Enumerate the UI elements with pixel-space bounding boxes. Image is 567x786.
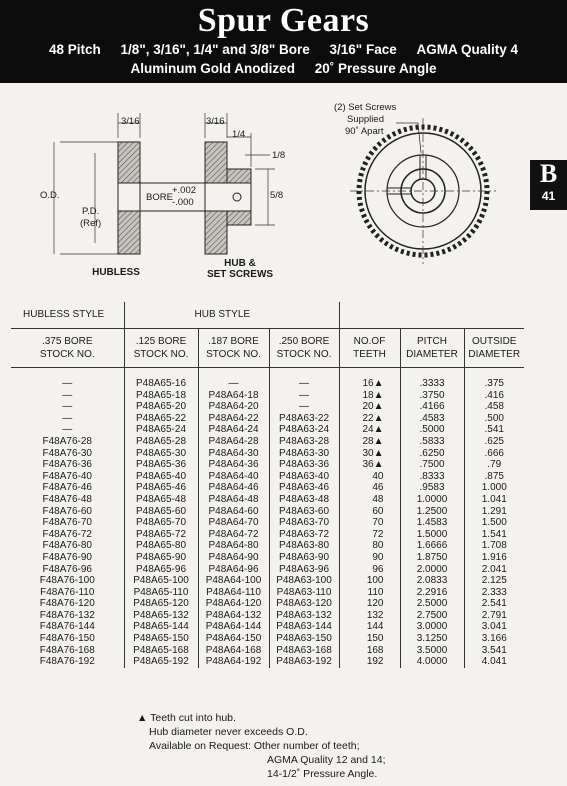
hub-diameter-dim: 5/8 xyxy=(270,190,284,201)
outside-diameter: 2.541 xyxy=(481,598,507,610)
hubless-stock-no: F48A76-96 xyxy=(11,564,124,576)
bore187-stock-no: P48A64-120 xyxy=(198,598,269,610)
bore250-stock-no: — xyxy=(269,390,339,402)
bore125-stock-no: P48A65-100 xyxy=(124,575,198,587)
col-header-teeth: NO.OF TEETH xyxy=(339,329,400,368)
bore125-stock-no: P48A65-70 xyxy=(124,517,198,529)
bore187-stock-no: P48A64-46 xyxy=(198,482,269,494)
pitch-diameter: 3.1250 xyxy=(400,633,464,645)
bore187-stock-no: P48A64-150 xyxy=(198,633,269,645)
pitch-diameter: .5833 xyxy=(400,436,464,448)
bore-label: BORE xyxy=(146,192,173,203)
bore187-stock-no: P48A64-28 xyxy=(198,436,269,448)
table-row xyxy=(11,564,524,576)
pitch-diameter: 1.6666 xyxy=(400,540,464,552)
table-row xyxy=(11,448,524,460)
outside-diameter: 2.125 xyxy=(481,575,507,587)
bore250-stock-no: P48A63-22 xyxy=(269,413,339,425)
bore125-stock-no: P48A65-40 xyxy=(124,471,198,483)
teeth-count: 40 xyxy=(339,471,400,483)
teeth-count: 100 xyxy=(339,575,400,587)
bore250-stock-no: P48A63-36 xyxy=(269,459,339,471)
table-row xyxy=(11,529,524,541)
bore-tolerance-plus: +.002 xyxy=(172,185,197,196)
bore187-stock-no: P48A64-96 xyxy=(198,564,269,576)
bore125-stock-no: P48A65-192 xyxy=(124,656,198,668)
teeth-count: 30▲ xyxy=(339,448,400,460)
pd-label: P.D. xyxy=(82,206,100,217)
table-row xyxy=(11,633,524,645)
hubless-stock-no: F48A76-36 xyxy=(11,459,124,471)
note-agma-quality: AGMA Quality 12 and 14; xyxy=(267,754,386,766)
hubless-stock-no: F48A76-110 xyxy=(11,587,124,599)
hub-length-dim: 1/4 xyxy=(232,129,246,140)
bore187-stock-no: P48A64-110 xyxy=(198,587,269,599)
note-available-on-request: Available on Request: Other number of teeth; xyxy=(149,740,360,752)
pitch-diameter: .3750 xyxy=(400,390,464,402)
teeth-count: 150 xyxy=(339,633,400,645)
teeth-count: 144 xyxy=(339,621,400,633)
hubless-stock-no: F48A76-72 xyxy=(11,529,124,541)
bore250-stock-no: P48A63-48 xyxy=(269,494,339,506)
teeth-count: 36▲ xyxy=(339,459,400,471)
teeth-count: 168 xyxy=(339,645,400,657)
hubless-stock-no: F48A76-80 xyxy=(11,540,124,552)
bore250-stock-no: P48A63-144 xyxy=(269,621,339,633)
hubless-stock-no: F48A76-40 xyxy=(11,471,124,483)
hubless-stock-no: — xyxy=(11,390,124,402)
bore250-stock-no: P48A63-168 xyxy=(269,645,339,657)
outside-diameter: 1.041 xyxy=(481,493,507,505)
bore125-stock-no: P48A65-16 xyxy=(124,378,198,390)
bore250-stock-no: P48A63-60 xyxy=(269,506,339,518)
bore250-stock-no: P48A63-90 xyxy=(269,552,339,564)
outside-diameter: 2.791 xyxy=(481,609,507,621)
pitch-diameter: 1.8750 xyxy=(400,552,464,564)
outside-diameter: .541 xyxy=(484,424,504,436)
teeth-count: 60 xyxy=(339,506,400,518)
bore125-stock-no: P48A65-168 xyxy=(124,645,198,657)
table-row xyxy=(11,413,524,425)
bore250-stock-no: P48A63-70 xyxy=(269,517,339,529)
outside-diameter: 3.041 xyxy=(481,621,507,633)
hubless-stock-no: — xyxy=(11,424,124,436)
teeth-count: 22▲ xyxy=(339,413,400,425)
table-column-header xyxy=(11,329,524,368)
bore187-stock-no: P48A64-100 xyxy=(198,575,269,587)
gear-front-view xyxy=(350,118,496,264)
bore125-stock-no: P48A65-96 xyxy=(124,564,198,576)
outside-diameter: 1.916 xyxy=(481,551,507,563)
hub-label-line2: SET SCREWS xyxy=(206,269,274,280)
bore250-stock-no: P48A63-28 xyxy=(269,436,339,448)
bore125-stock-no: P48A65-60 xyxy=(124,506,198,518)
bore187-stock-no: P48A64-30 xyxy=(198,448,269,460)
note-pressure-angle: 14-1/2˚ Pressure Angle. xyxy=(267,768,378,780)
pitch-diameter: .9583 xyxy=(400,482,464,494)
set-screw-note-3: 90˚ Apart xyxy=(345,126,384,137)
screw-offset-dim: 1/8 xyxy=(272,150,286,161)
hubless-stock-no: F48A76-90 xyxy=(11,552,124,564)
pitch-diameter: .8333 xyxy=(400,471,464,483)
bore187-stock-no: P48A64-80 xyxy=(198,540,269,552)
teeth-count: 70 xyxy=(339,517,400,529)
page-title: Spur Gears xyxy=(197,2,370,39)
bore187-stock-no: P48A64-36 xyxy=(198,459,269,471)
teeth-count: 18▲ xyxy=(339,390,400,402)
table-row xyxy=(11,552,524,564)
pitch-diameter: 4.0000 xyxy=(400,656,464,668)
hubless-stock-no: — xyxy=(11,378,124,390)
od-label: O.D. xyxy=(40,190,60,201)
bore250-stock-no: — xyxy=(269,401,339,413)
table-row xyxy=(11,540,524,552)
hubless-stock-no: — xyxy=(11,401,124,413)
bore125-stock-no: P48A65-24 xyxy=(124,424,198,436)
col-header-125-bore: .125 BORE STOCK NO. xyxy=(124,329,198,368)
bore125-stock-no: P48A65-18 xyxy=(124,390,198,402)
bore125-stock-no: P48A65-22 xyxy=(124,413,198,425)
section-page: 41 xyxy=(541,189,556,203)
bore125-stock-no: P48A65-150 xyxy=(124,633,198,645)
bore125-stock-no: P48A65-28 xyxy=(124,436,198,448)
teeth-count: 120 xyxy=(339,598,400,610)
outside-diameter: .375 xyxy=(484,378,504,389)
pitch-diameter: 2.5000 xyxy=(400,598,464,610)
table-row xyxy=(11,390,524,402)
teeth-count: 48 xyxy=(339,494,400,506)
outside-diameter: 1.541 xyxy=(481,528,507,540)
bore187-stock-no: P48A64-72 xyxy=(198,529,269,541)
outside-diameter: .79 xyxy=(487,459,502,471)
hubless-stock-no: F48A76-168 xyxy=(11,645,124,657)
bore187-stock-no: P48A64-60 xyxy=(198,506,269,518)
spec-bore: 1/8", 3/16", 1/4" and 3/8" Bore xyxy=(120,42,310,57)
hubless-gear-section xyxy=(54,113,140,254)
outside-diameter: .416 xyxy=(484,389,504,401)
pitch-diameter: .3333 xyxy=(400,378,464,390)
hubless-stock-no: F48A76-120 xyxy=(11,598,124,610)
outside-diameter: 1.500 xyxy=(481,517,507,529)
teeth-count: 80 xyxy=(339,540,400,552)
set-screw-note-2: Supplied xyxy=(347,114,384,125)
hubless-stock-no: F48A76-132 xyxy=(11,610,124,622)
hubless-stock-no: F48A76-70 xyxy=(11,517,124,529)
section-letter: B xyxy=(539,159,558,188)
bore125-stock-no: P48A65-90 xyxy=(124,552,198,564)
outside-diameter: 1.708 xyxy=(481,540,507,552)
bore250-stock-no: P48A63-24 xyxy=(269,424,339,436)
table-group-header xyxy=(11,302,524,329)
spec-pitch: 48 Pitch xyxy=(49,42,101,57)
outside-diameter: 2.041 xyxy=(481,563,507,575)
table-row xyxy=(11,517,524,529)
bore187-stock-no: P48A64-48 xyxy=(198,494,269,506)
bore125-stock-no: P48A65-30 xyxy=(124,448,198,460)
hubless-stock-no: F48A76-48 xyxy=(11,494,124,506)
bore125-stock-no: P48A65-144 xyxy=(124,621,198,633)
bore250-stock-no: P48A63-110 xyxy=(269,587,339,599)
table-row xyxy=(11,482,524,494)
hubless-stock-no: F48A76-150 xyxy=(11,633,124,645)
outside-diameter: 4.041 xyxy=(481,656,507,668)
col-header-187-bore: .187 BORE STOCK NO. xyxy=(198,329,269,368)
bore250-stock-no: — xyxy=(269,378,339,390)
pitch-diameter: .5000 xyxy=(400,424,464,436)
table-row xyxy=(11,471,524,483)
teeth-count: 46 xyxy=(339,482,400,494)
col-header-pitch-diameter: PITCH DIAMETER xyxy=(400,329,464,368)
bore250-stock-no: P48A63-40 xyxy=(269,471,339,483)
teeth-count: 72 xyxy=(339,529,400,541)
bore187-stock-no: P48A64-168 xyxy=(198,645,269,657)
bore-tolerance-minus: -.000 xyxy=(172,197,194,208)
pd-ref-label: (Ref) xyxy=(80,218,102,229)
col-header-250-bore: .250 BORE STOCK NO. xyxy=(269,329,339,368)
pitch-diameter: 2.0000 xyxy=(400,564,464,576)
teeth-count: 96 xyxy=(339,564,400,576)
hubless-stock-no: F48A76-28 xyxy=(11,436,124,448)
bore187-stock-no: P48A64-90 xyxy=(198,552,269,564)
footnotes xyxy=(137,711,385,781)
bore125-stock-no: P48A65-80 xyxy=(124,540,198,552)
bore250-stock-no: P48A63-30 xyxy=(269,448,339,460)
table-row xyxy=(11,598,524,610)
hubless-stock-no: F48A76-100 xyxy=(11,575,124,587)
table-row xyxy=(11,494,524,506)
table-row xyxy=(11,401,524,413)
pitch-diameter: 1.2500 xyxy=(400,506,464,518)
bore250-stock-no: P48A63-72 xyxy=(269,529,339,541)
teeth-count: 192 xyxy=(339,656,400,668)
bore125-stock-no: P48A65-20 xyxy=(124,401,198,413)
bore187-stock-no: P48A64-40 xyxy=(198,471,269,483)
bore250-stock-no: P48A63-46 xyxy=(269,482,339,494)
bore250-stock-no: P48A63-120 xyxy=(269,598,339,610)
outside-diameter: 3.166 xyxy=(481,633,507,645)
bore187-stock-no: P48A64-22 xyxy=(198,413,269,425)
bore187-stock-no: P48A64-70 xyxy=(198,517,269,529)
pitch-diameter: .4583 xyxy=(400,413,464,425)
spec-face: 3/16" Face xyxy=(329,42,397,57)
outside-diameter: 1.291 xyxy=(481,505,507,517)
bore187-stock-no: — xyxy=(198,378,269,390)
bore250-stock-no: P48A63-150 xyxy=(269,633,339,645)
bore125-stock-no: P48A65-110 xyxy=(124,587,198,599)
bore125-stock-no: P48A65-48 xyxy=(124,494,198,506)
table-row xyxy=(11,621,524,633)
table-body xyxy=(11,368,524,668)
bore125-stock-no: P48A65-132 xyxy=(124,610,198,622)
teeth-count: 110 xyxy=(339,587,400,599)
outside-diameter: 1.000 xyxy=(481,482,507,494)
bore187-stock-no: P48A64-18 xyxy=(198,390,269,402)
table-row xyxy=(11,587,524,599)
outside-diameter: .666 xyxy=(484,447,504,459)
face-width-hubless: 3/16 xyxy=(121,116,140,127)
teeth-count: 132 xyxy=(339,610,400,622)
bore125-stock-no: P48A65-72 xyxy=(124,529,198,541)
bore187-stock-no: P48A64-192 xyxy=(198,656,269,668)
gear-drawings xyxy=(0,83,567,298)
hubless-stock-no: F48A76-192 xyxy=(11,656,124,668)
group-hub: HUB STYLE xyxy=(124,302,339,329)
pitch-diameter: .7500 xyxy=(400,459,464,471)
bore125-stock-no: P48A65-120 xyxy=(124,598,198,610)
bore250-stock-no: P48A63-192 xyxy=(269,656,339,668)
spec-quality: AGMA Quality 4 xyxy=(416,42,518,57)
spec-line-1 xyxy=(0,40,567,59)
pitch-diameter: 2.2916 xyxy=(400,587,464,599)
outside-diameter: 3.541 xyxy=(481,644,507,656)
table-row xyxy=(11,459,524,471)
pitch-diameter: 3.0000 xyxy=(400,621,464,633)
note-hub-diameter: Hub diameter never exceeds O.D. xyxy=(149,726,308,738)
bore187-stock-no: P48A64-20 xyxy=(198,401,269,413)
table-row xyxy=(11,645,524,657)
table-spacer xyxy=(11,368,524,379)
note-teeth-in-hub: ▲ Teeth cut into hub. xyxy=(137,712,236,724)
pitch-diameter: 2.7500 xyxy=(400,610,464,622)
teeth-count: 24▲ xyxy=(339,424,400,436)
table-row xyxy=(11,424,524,436)
pitch-diameter: 3.5000 xyxy=(400,645,464,657)
outside-diameter: .500 xyxy=(484,412,504,424)
bore250-stock-no: P48A63-96 xyxy=(269,564,339,576)
gear-table xyxy=(11,302,524,668)
teeth-count: 90 xyxy=(339,552,400,564)
outside-diameter: .875 xyxy=(484,470,504,482)
spec-material: Aluminum Gold Anodized xyxy=(130,61,295,76)
pitch-diameter: 1.5000 xyxy=(400,529,464,541)
table-row xyxy=(11,378,524,390)
bore250-stock-no: P48A63-100 xyxy=(269,575,339,587)
face-width-hub: 3/16 xyxy=(206,116,225,127)
set-screw-note-1: (2) Set Screws xyxy=(334,102,397,113)
teeth-count: 28▲ xyxy=(339,436,400,448)
teeth-count: 16▲ xyxy=(339,378,400,390)
group-hubless: HUBLESS STYLE xyxy=(11,302,124,329)
hubless-stock-no: — xyxy=(11,413,124,425)
hubless-stock-no: F48A76-144 xyxy=(11,621,124,633)
outside-diameter: .625 xyxy=(484,435,504,447)
pitch-diameter: 1.0000 xyxy=(400,494,464,506)
pitch-diameter: 2.0833 xyxy=(400,575,464,587)
hub-label-line1: HUB & xyxy=(224,258,256,269)
table-row xyxy=(11,436,524,448)
outside-diameter: .458 xyxy=(484,401,504,413)
bore187-stock-no: P48A64-132 xyxy=(198,610,269,622)
table-row xyxy=(11,656,524,668)
col-header-outside-diameter: OUTSIDE DIAMETER xyxy=(464,329,524,368)
hubless-stock-no: F48A76-46 xyxy=(11,482,124,494)
bore125-stock-no: P48A65-36 xyxy=(124,459,198,471)
table-row xyxy=(11,610,524,622)
table-row xyxy=(11,575,524,587)
bore187-stock-no: P48A64-144 xyxy=(198,621,269,633)
page-header xyxy=(0,0,567,83)
spec-pressure-angle: 20˚ Pressure Angle xyxy=(314,61,437,76)
hubless-label: HUBLESS xyxy=(92,267,140,278)
bore250-stock-no: P48A63-80 xyxy=(269,540,339,552)
teeth-count: 20▲ xyxy=(339,401,400,413)
bore187-stock-no: P48A64-24 xyxy=(198,424,269,436)
bore125-stock-no: P48A65-46 xyxy=(124,482,198,494)
pitch-diameter: .4166 xyxy=(400,401,464,413)
bore250-stock-no: P48A63-132 xyxy=(269,610,339,622)
hubless-stock-no: F48A76-30 xyxy=(11,448,124,460)
outside-diameter: 2.333 xyxy=(481,586,507,598)
hubless-stock-no: F48A76-60 xyxy=(11,506,124,518)
table-row xyxy=(11,506,524,518)
spec-line-2 xyxy=(0,59,567,78)
pitch-diameter: 1.4583 xyxy=(400,517,464,529)
pitch-diameter: .6250 xyxy=(400,448,464,460)
col-header-375-bore: .375 BORE STOCK NO. xyxy=(11,329,124,368)
